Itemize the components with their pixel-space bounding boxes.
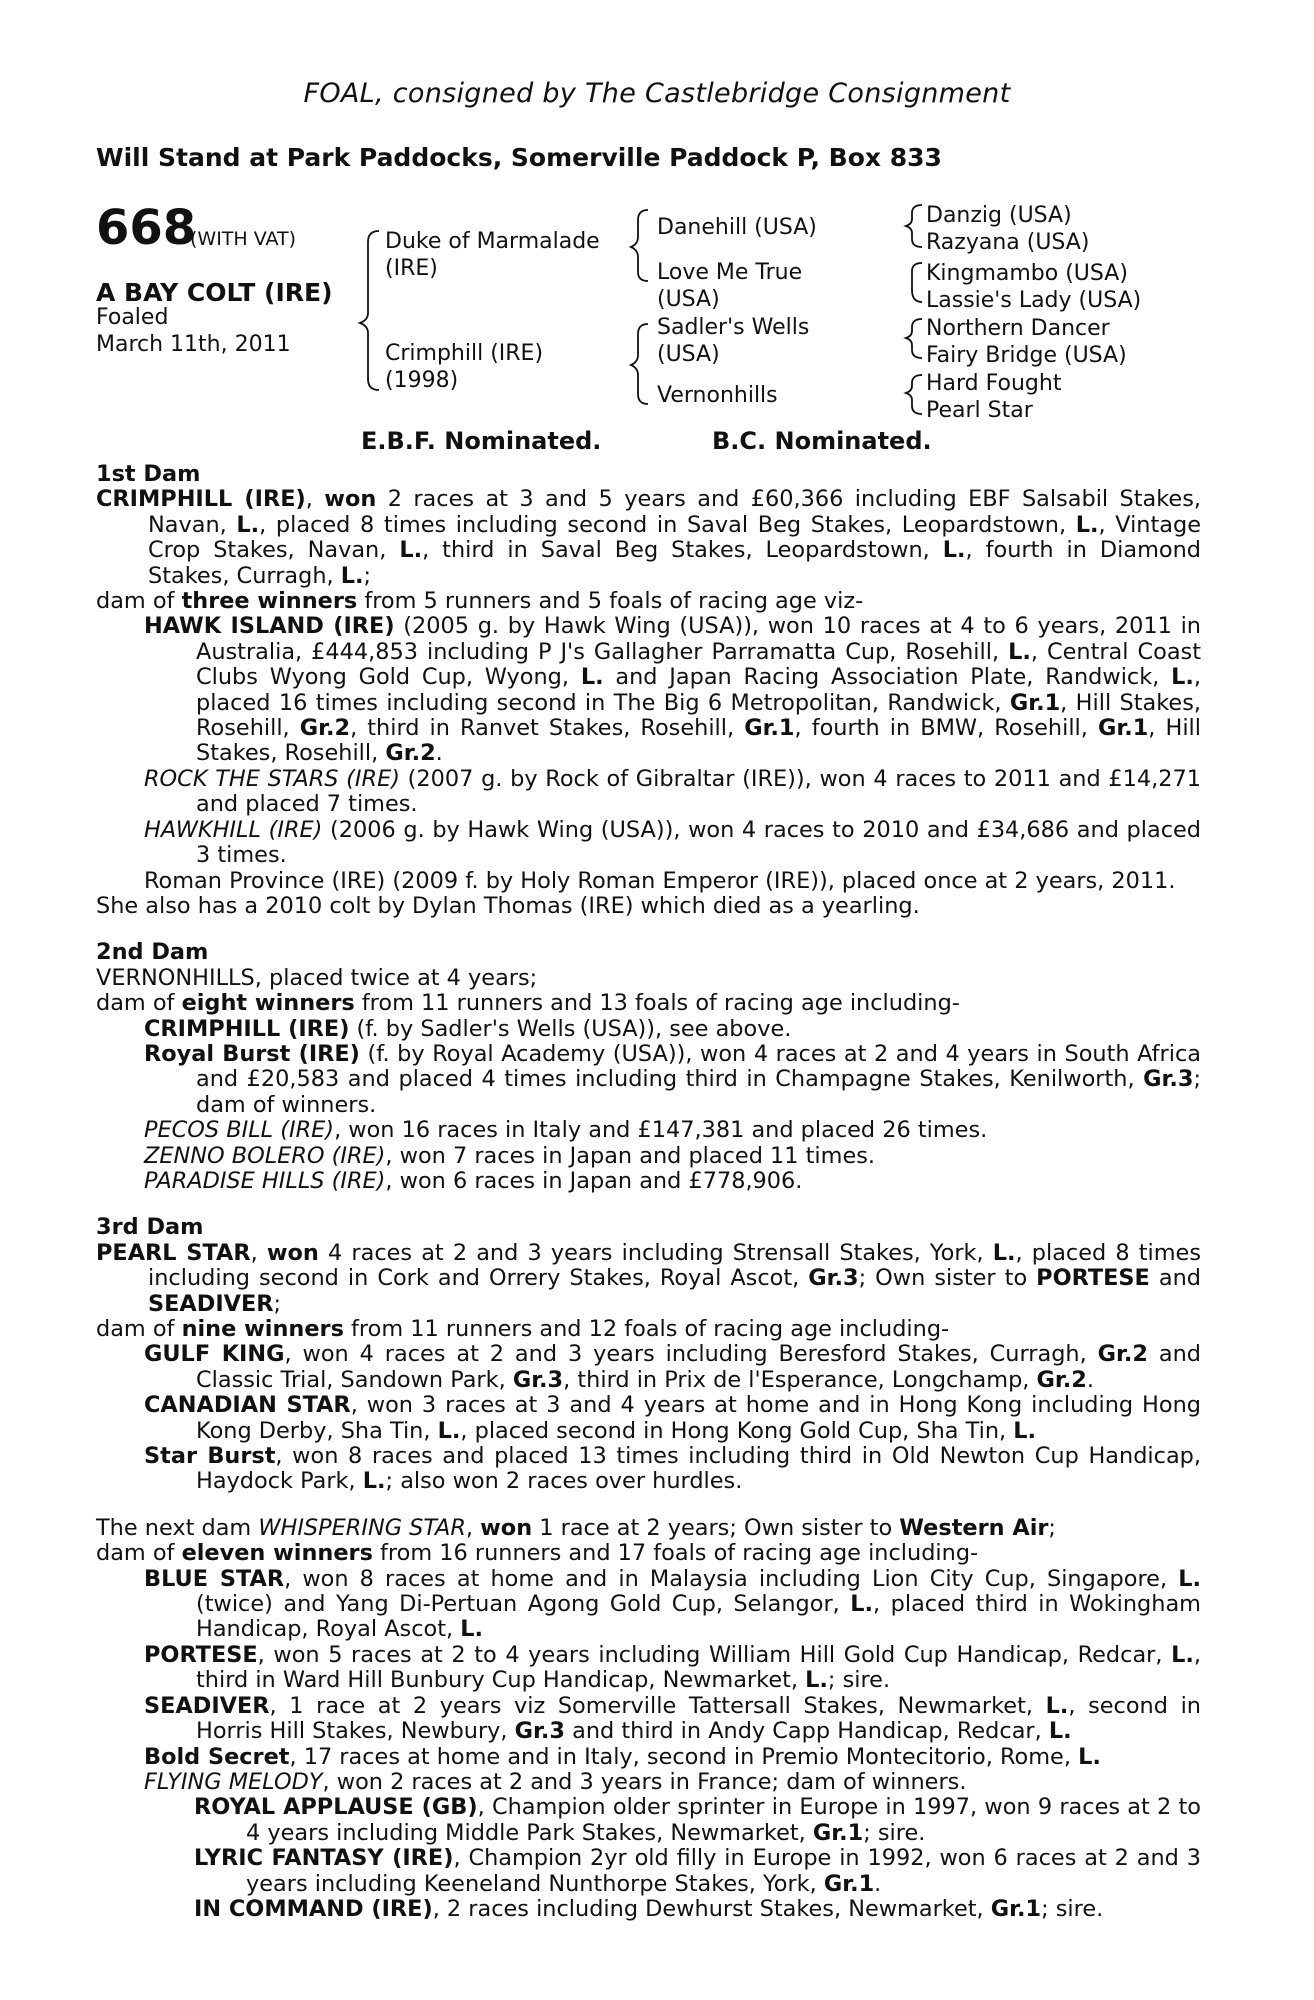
sire-line1: Duke of Marmalade [385,229,600,254]
second-dam-heading: 2nd Dam [96,939,209,966]
produce-crimphill: CRIMPHILL (IRE) (f. by Sadler's Wells (USA)), see above. [144,1015,792,1042]
produce-bold-secret: Bold Secret, 17 races at home and in Italy, second in Premio Montecitorio, Rome, L. [144,1743,1101,1770]
granddam-sd [657,259,802,313]
gg-sdd: Lassie's Lady (USA) [926,288,1142,313]
grandsire-ss: Danehill (USA) [657,215,817,240]
bc-nominated: B.C. Nominated. [712,427,932,455]
ebf-nominated: E.B.F. Nominated. [361,427,602,455]
lot-title: A BAY COLT (IRE) [96,278,333,307]
bracket-dam-parents [631,324,648,404]
bracket-love-me-true [912,263,922,302]
bracket-danehill [906,205,922,247]
first-dam-record: CRIMPHILL (IRE), won 2 races at 3 and 5 years and £60,366 including EBF Salsabil Stakes, Navan, L., placed 8 times including second in Saval Beg Stakes, Leopardstown, L., Vintage Crop Stakes, Navan, L., third in Saval Beg Stakes, Leopardstown, L., fourth in Diamond Stakes, Curragh, L.; [96,486,1201,589]
second-dam-produce-summary: dam of eight winners from 11 runners and 13 foals of racing age including- [96,990,960,1017]
dam-line2: (1998) [385,368,459,393]
ds-line2: (USA) [657,342,720,367]
sd-line1: Love Me True [657,260,803,285]
consignment-line: FOAL, consigned by The Castlebridge Consignment [303,78,1011,109]
third-dam-record: PEARL STAR, won 4 races at 2 and 3 years including Strensall Stakes, York, L., placed 8 times including second in Cork and Orrery Stakes, Royal Ascot, Gr.3; Own sister to PORTESE and SEADIVER; [96,1239,1202,1317]
produce-in-command: IN COMMAND (IRE), 2 races including Dewhurst Stakes, Newmarket, Gr.1; sire. [194,1895,1104,1922]
produce-rock-the-stars: ROCK THE STARS (IRE) (2007 g. by Rock of Gibraltar (IRE)), won 4 races to 2011 and £14,271 and placed 7 times. [144,765,1201,818]
third-dam-produce-summary: dam of nine winners from 11 runners and 12 foals of racing age including- [96,1316,950,1342]
bracket-sadlers-wells [906,319,922,358]
produce-flying-melody: FLYING MELODY, won 2 races at 2 and 3 years in France; dam of winners. [144,1768,967,1795]
produce-zenno-bolero: ZENNO BOLERO (IRE), won 7 races in Japan and placed 11 times. [144,1142,876,1169]
gg-ssd: Razyana (USA) [926,230,1090,255]
produce-blue-star: BLUE STAR, won 8 races at home and in Malaysia including Lion City Cup, Singapore, L. (twice) and Yang Di-Pertuan Agong Gold Cup, Selangor, L., placed third in Wokingham Handicap, Royal Ascot, L. [144,1565,1201,1643]
produce-seadiver: SEADIVER, 1 race at 2 years viz Somerville Tattersall Stakes, Newmarket, L., second in Horris Hill Stakes, Newbury, Gr.3 and third in Andy Capp Handicap, Redcar, L. [144,1692,1201,1745]
lot-number: 668 [96,200,197,256]
produce-note: She also has a 2010 colt by Dylan Thomas (IRE) which died as a yearling. [96,892,920,919]
produce-gulf-king: GULF KING, won 4 races at 2 and 3 years including Beresford Stakes, Curragh, Gr.2 and Classic Trial, Sandown Park, Gr.3, third in Prix de l'Esperance, Longchamp, Gr.2. [144,1341,1201,1393]
gg-sds: Kingmambo (USA) [926,261,1128,286]
next-dam-produce-summary: dam of eleven winners from 16 runners and 17 foals of racing age including- [96,1540,979,1567]
produce-royal-applause: ROYAL APPLAUSE (GB), Champion older sprinter in Europe in 1997, won 9 races at 2 to 4 years including Middle Park Stakes, Newmarket, Gr.1; sire. [194,1794,1201,1846]
foaled-date: March 11th, 2011 [96,332,291,357]
produce-hawkhill: HAWKHILL (IRE) (2006 g. by Hawk Wing (USA)), won 4 races to 2010 and £34,686 and placed 3 times. [144,816,1201,869]
produce-pecos-bill: PECOS BILL (IRE), won 16 races in Italy and £147,381 and placed 26 times. [144,1117,988,1144]
third-dam-heading: 3rd Dam [96,1214,204,1241]
produce-roman-province: Roman Province (IRE) (2009 f. by Holy Roman Emperor (IRE)), placed once at 2 years, 2011. [144,867,1176,894]
sire-name [385,228,600,282]
produce-hawk-island: HAWK ISLAND (IRE) (2005 g. by Hawk Wing (USA)), won 10 races at 4 to 6 years, 2011 in Australia, £444,853 including P J's Gallagher Parramatta Cup, Rosehill, L., Central Coast Clubs Wyong Gold Cup, Wyong, L. and Japan Racing Association Plate, Randwick, L., placed 16 times including second in The Big 6 Metropolitan, Randwick, Gr.1, Hill Stakes, Rosehill, Gr.2, third in Ranvet Stakes, Rosehill, Gr.1, fourth in BMW, Rosehill, Gr.1, Hill Stakes, Rosehill, Gr.2. [144,613,1202,767]
gg-dds: Hard Fought [926,371,1062,396]
foaled-label: Foaled [96,305,169,330]
sire-line2: (IRE) [385,256,438,281]
produce-record [96,462,1201,1922]
produce-star-burst: Star Burst, won 8 races and placed 13 times including third in Old Newton Cup Handicap, Haydock Park, L.; also won 2 races over hurdles. [144,1443,1201,1495]
second-dam-record: VERNONHILLS, placed twice at 4 years; [96,964,538,991]
gg-sss: Danzig (USA) [926,203,1072,228]
gg-ddd: Pearl Star [926,398,1033,423]
dam-name [385,340,543,394]
gg-dsd: Fairy Bridge (USA) [926,343,1127,368]
gg-dss: Northern Dancer [926,316,1110,341]
dam-name-text: CRIMPHILL (IRE) [96,486,306,513]
first-dam-heading: 1st Dam [96,461,201,487]
produce-portese: PORTESE, won 5 races at 2 to 4 years including William Hill Gold Cup Handicap, Redcar, L., third in Ward Hill Bunbury Cup Handicap, Newmarket, L.; sire. [144,1641,1201,1694]
dam-line1: Crimphill (IRE) [385,341,544,366]
produce-paradise-hills: PARADISE HILLS (IRE), won 6 races in Japan and £778,906. [144,1167,803,1194]
next-dam-record: The next dam WHISPERING STAR, won 1 race at 2 years; Own sister to Western Air; [96,1514,1056,1541]
granddam-dd: Vernonhills [657,383,778,408]
won-text: won [324,486,377,513]
produce-canadian-star: CANADIAN STAR, won 3 races at 3 and 4 years at home and in Hong Kong including Hong Kong Derby, Sha Tin, L., placed second in Hong Kong Gold Cup, Sha Tin, L. [144,1392,1202,1444]
first-dam-produce-summary: dam of three winners from 5 runners and 5 foals of racing age viz- [96,588,864,615]
ds-line1: Sadler's Wells [657,315,810,340]
bracket-vernonhills [906,375,922,414]
stand-location: Will Stand at Park Paddocks, Somerville Paddock P, Box 833 [96,143,942,172]
produce-lyric-fantasy: LYRIC FANTASY (IRE), Champion 2yr old filly in Europe in 1992, won 6 races at 2 and 3 years including Keeneland Nunthorpe Stakes, York, Gr.1. [194,1845,1202,1897]
bracket-sire-parents [631,210,648,281]
vat-note: (WITH VAT) [190,228,297,250]
bracket-parents [360,231,379,390]
produce-royal-burst: Royal Burst (IRE) (f. by Royal Academy (USA)), won 4 races at 2 and 4 years in South Africa and £20,583 and placed 4 times including third in Champagne Stakes, Kenilworth, Gr.3; dam of winners. [144,1040,1201,1118]
grandsire-ds [657,314,809,368]
sd-line2: (USA) [657,287,720,312]
